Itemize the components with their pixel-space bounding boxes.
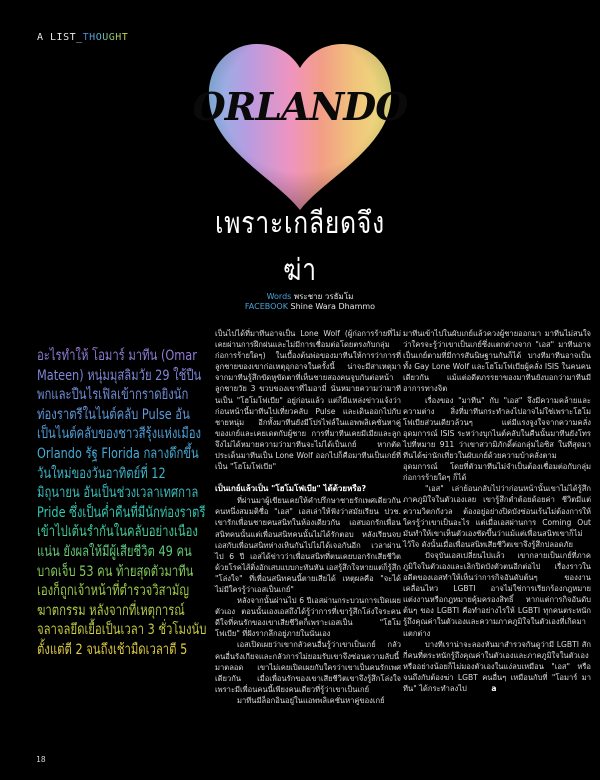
end-mark-icon: a	[491, 684, 497, 693]
headline-thai: เพราะเกลียดจึงฆ่า	[215, 206, 385, 288]
body-paragraph: มาทีนเข้าไปในผับเกย์แล้วควงผู้ชายออกมา มาทีนไม่สนใจว่าใครจะรู้ว่าเขาเป็นเกย์ซึ่งแตกต่างจาก "เอส" มาทีนอาจเป็นเกย์ตามที่มีการสันนิษฐานกันก็ได้ บางทีมาทีนอาจเป็นทั้ง Gay Lone Wolf และโฮโมโฟเบียผู้คลั่ง ISIS ในคนคนเดียวกัน แม้แต่อดีตภรรยาของมาทีนยังบอกว่ามาทีนมีอาการทางจิต	[403, 329, 591, 394]
body-paragraph-last	[403, 639, 591, 694]
byline	[200, 292, 420, 312]
body-paragraph: เรื่องของ "มาทีน" กับ "เอส" จึงมีความคล้ายและความต่าง สิ่งที่มาทีนกระทำลงไปอาจไม่ใช่เพราะโฮโมโฟเบียส่วนเดียวล้วนๆ แต่มีแรงจูงใจจากความคลั่งอุดมการณ์ ISIS ระหว่างบุกไนต์คลับในคืนนั้นมาทีนยังโทรไปที่หมาย 911 ว่าเขาสวามิภักดิ์ต่อกลุ่มไอซิส ในที่สุดมาทีนได้ฆ่านักเที่ยวในผับเกย์ด้วยความบ้าคลั่งตามอุดมการณ์ โดยที่ตัวมาทีนไม่จำเป็นต้องเชื่อมต่อกับกลุ่มก่อการร้ายใดๆ ก็ได้	[403, 395, 591, 483]
body-paragraph: "เอส" เล่าย้อนกลับไปว่าก่อนหน้านั้นเขาไม่ได้รู้สึกภาคภูมิใจในตัวเองเลย เขารู้สึกต่ำต้อยด้อยค่า ชีวิตมีแต่ความวิตกกังวล ต้องอยู่อย่างปิดบังซ่อนเร้นไม่ต้องการให้ใครรู้ว่าเขาเป็นอะไร แต่เมื่อเอสผ่านการ Coming Out มันทำให้เขาเห็นตัวเองชัดขึ้นว่าแม้แต่เพื่อนสนิทเขาก็ไม่ไว้ใจ ดังนั้นเมื่อเพื่อนสนิทเสียชีวิตเขาจึงรู้สึกปลอดภัย	[403, 484, 591, 549]
body-text: บางทีเราน่าจะลองหันมาสำรวจกันดูว่ามี LGBTI สักกี่คนที่ตระหนักรู้ถึงคุณค่าในตัวเองและภาคภูมิใจในตัวเอง หรืออย่างน้อยก็ไม่มองตัวเองในแง่ลบเหมือน "เอส" หรือจนถึงกับต้องฆ่า LGBT คนอื่นๆ เหมือนกับที่ "โอมาร์ มาทีน" ได้กระทำลงไป	[403, 639, 591, 693]
subheading: เป็นเกย์แล้วเป็น "โฮโมโฟเบีย" ได้ด้วยหรือ?	[215, 484, 367, 494]
facebook-credit	[200, 302, 420, 312]
headline-english: ORLANDO	[192, 84, 408, 129]
words-label: Words	[266, 292, 292, 301]
author-credit	[200, 292, 420, 302]
lede-paragraph: อะไรทำให้ โอมาร์ มาทีน (Omar Mateen) หนุ่มมุสลิมวัย 29 ใช้ปืนพกและปืนไรเฟิลเข้ากราดยิงนักท่องราตรีในไนต์คลับ Pulse อันเป็นไนต์คลับของชาวสีรุ้งแห่งเมือง Orlando รัฐ Florida กลางดึกขึ้นวันใหม่ของวันอาทิตย์ที่ 12 มิถุนายน อันเป็นช่วงเวลาเทศกาล Pride ซึ่งเป็นค่ำคืนที่มีนักท่องราตรีเข้าไปเต้นรำกันในคลับอย่างเนืองแน่น ยังผลให้มีผู้เสียชีวิต 49 คน บาดเจ็บ 53 คน ท้ายสุดตัวมาทีนเองก็ถูกเจ้าหน้าที่ตำรวจวิสามัญฆาตกรรม หลังจากที่เหตุการณ์จลาจลยึดเยื้อเป็นเวลา 3 ชั่วโมงนับตั้งแต่ตี 2 จนถึงเช้ามืดเวลาตี 5	[37, 347, 207, 661]
body-paragraph: เป็นไปได้ที่มาทีนอาจเป็น Lone Wolf (ผู้ก่อการร้ายที่ไม่เคยผ่านการฝึกฝนและไม่มีการเชื่อมต่อโดยตรงกับกลุ่มก่อการร้ายใดๆ) ในเบื้องต้นพ่อของมาทีนให้การว่าการที่ลูกชายของเขาก่อเหตุอุกอาจในครั้งนี้ น่าจะมีสาเหตุมาจากมาทีนรู้สึกขัดหูขัดตาที่เห็นชายสองคนจูบกันต่อหน้าลูกชายวัย 3 ขวบของเขาที่ไมอามี่ นั่นหมายความว่ามาทีนเป็น "โฮโมโฟเบีย" อยู่ก่อนแล้ว แต่ก็มีแหล่งข่าวแจ้งว่าก่อนหน้านี้มาทีนไปเที่ยวคลับ Pulse และเดินออกไปกับชายหนุ่ม อีกทั้งมาทีนยังมีโปรไฟล์ในแอพพลิเคชั่นหาคู่ของเกย์และเคยเดตกับผู้ชาย การที่มาทีนเคยมีเมียและลูกจึงไม่ได้หมายความว่ามาทีนจะไม่ได้เป็นเกย์ หากตัดประเด็นมาทีนเป็น Lone Wolf ออกไปก็คือมาทีนเป็นเกย์ที่เป็น "โฮโมโฟเบีย"	[215, 329, 401, 472]
page-number: 18	[36, 755, 46, 764]
body-paragraph: ที่ผ่านมาผู้เขียนเคยให้คำปรึกษาชายรักเพศเดียวกันคนหนึ่งสมมติชื่อ "เอส" เอสเล่าให้ฟังว่าสมัยเรียน ปวช. เขารักเพื่อนชายคนสนิทในห้องเดียวกัน เอสบอกรักเพื่อนสนิทคนนั้นแต่เพื่อนสนิทคนนั้นไม่ได้รักตอบ หลังเรียนจบเอสกับเพื่อนสนิทห่างเหินกันไปไม่ได้เจอกันอีก เวลาผ่านไป 6 ปี เอสได้ข่าวว่าเพื่อนสนิทที่ตนเคยบอกรักเสียชีวิตด้วยโรคไส้ติ่งอักเสบแบบกะทันหัน เอสรู้สึกใจหายแต่ก็รู้สึก "โล่งใจ" ที่เพื่อนสนิทคนนี้ตายเสียได้ เหตุผลคือ "จะได้ไม่มีใครรู้ว่าเอสเป็นเกย์"	[215, 496, 401, 594]
section-accent: THOUGHT	[82, 32, 129, 43]
body-paragraph: มาทีนมีล็อกอินอยู่ในแอพพลิเคชั่นหาคู่ของเกย์	[237, 695, 385, 705]
author-name: พระชาย วรธัมโม	[293, 292, 354, 301]
section-prefix: A LIST_	[37, 32, 83, 43]
body-column-1	[215, 328, 401, 706]
facebook-name: Shine Wara Dhammo	[290, 302, 376, 311]
section-label	[37, 32, 128, 43]
body-paragraph: เอสเปิดเผยว่าเขากลัวคนอื่นรู้ว่าเขาเป็นเกย์ กลัวคนอื่นรังเกียจและกลัวการไม่ยอมรับเขาจึงซ่อนความลับนี้มาตลอด เขาไม่เคยเปิดเผยกับใครว่าเขาเป็นคนรักเพศเดียวกัน เมื่อเพื่อนรักของเขาเสียชีวิตเขาจึงรู้สึกโล่งใจเพราะมีเพื่อนคนนี้เพียงคนเดียวที่รู้ว่าเขาเป็นเกย์	[215, 640, 401, 694]
body-paragraph: ปัจจุบันเอสเปลี่ยนไปแล้ว เขากลายเป็นเกย์ที่ภาคภูมิใจในตัวเองและเลิกปิดบังตัวตนอีกต่อไป เรื่องราวในอดีตของเอสทำให้เห็นว่าการกิจอันดับต้นๆ ของงานเคลื่อนไหว LGBTI อาจไม่ใช่การเรียกร้องกฎหมายแต่งงานหรือกฎหมายคุ้มครองสิทธิ์ หากแต่การกิจอันดับต้นๆ ของ LGBTI คือทำอย่างไรให้ LGBTI ทุกคนตระหนักรู้ถึงคุณค่าในตัวเองและความภาคภูมิใจในตัวเองที่เกิดมาแตกต่าง	[403, 550, 591, 638]
body-paragraph: หลังจากนั้นผ่านไป 6 ปีเอสผ่านกระบวนการเปิดเผยตัวเอง ตอนนั้นเองเอสถึงได้รู้ว่าการที่เขารู้สึกโล่งใจระคนดีใจที่คนรักของเขาเสียชีวิตก็เพราะเอสเป็น "โฮโมโฟเบีย" ที่ฝังรากลึกอยู่ภายในนั่นเอง	[215, 596, 401, 639]
body-column-2	[403, 328, 591, 694]
facebook-label: FACEBOOK	[244, 302, 288, 311]
